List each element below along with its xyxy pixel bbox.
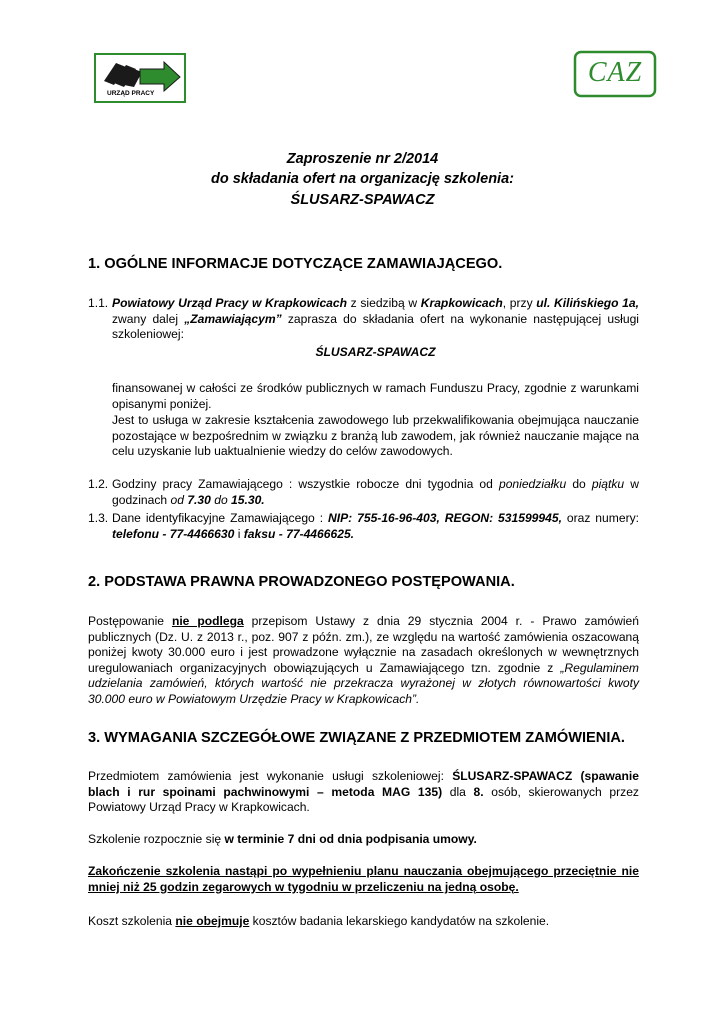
text-span: 15.30.: [231, 492, 265, 507]
text-span: z siedzibą w: [347, 296, 421, 310]
text-span: od: [170, 492, 184, 507]
text-span: przepisom Ustawy z dnia 29 stycznia 2004 r. - Prawo zamówień publicznych (Dz. U. z 2013 r., poz. 907 z późn. zm.), ze względu na wartość zamówienia oszacowaną poniżej kwoty 30.000 euro i jest prowadzone wyłącznie na zasadach określonych w wewnętrznych uregulowaniach organizacyjnych obowiązujących u Zamawiającego tzn. zgodnie z: [88, 614, 639, 675]
city-name: Krapkowicach: [420, 296, 503, 310]
urzad-pracy-logo: [94, 53, 186, 103]
fax-number: faksu - 77-4466625.: [243, 526, 355, 541]
text-span: ŚLUSARZ-SPAWACZ (spawanie blach i rur spoinami pachwinowymi – metoda MAG 135): [88, 769, 640, 799]
text-span: osób, skierowanych przez Powiatowy Urząd Pracy w Krapkowicach.: [88, 784, 639, 815]
item-1-2-number: 1.2.: [88, 477, 109, 491]
item-1-3-number: 1.3.: [88, 511, 109, 525]
training-end: Zakończenie szkolenia nastąpi po wypełnieniu planu nauczania obejmującego przeciętnie nie mniej niż 25 godzin zegarowych w tygodniu w przeliczeniu na jedną osobę.: [88, 864, 639, 894]
text-span: Postępowanie: [88, 614, 172, 628]
item-1-3-text: [112, 511, 639, 542]
nip-regon: NIP: 755-16-96-403, REGON: 531599945,: [328, 511, 562, 525]
office-name: Powiatowy Urząd Pracy w Krapkowicach: [112, 296, 348, 310]
section-2-text: [88, 614, 639, 708]
text-span: Dane identyfikacyjne Zamawiającego :: [112, 511, 328, 525]
service-description: Jest to usługa w zakresie kształcenia zawodowego lub przekwalifikowania obejmująca nauczanie pozostające w bezpośrednim w związku z branżą lub zawodem, jak również nauczanie mające na celu uzyskanie lub uaktualnienie wiedzy do celów zawodowych.: [112, 413, 639, 459]
text-span: do: [566, 477, 592, 491]
text-span: oraz numery:: [561, 511, 639, 525]
text-span: , przy: [502, 296, 537, 310]
caz-logo-text: CAZ: [587, 57, 643, 88]
item-1-1-text: [112, 296, 639, 343]
text-span: zaprasza do składania ofert na wykonanie następującej usługi szkoleniowej:: [112, 311, 639, 342]
item-1-1-number: 1.1.: [88, 296, 109, 310]
caz-logo: [573, 50, 657, 98]
financing-text: finansowanej w całości ze środków publicznych w ramach Funduszu Pracy, zgodnie z warunkami opisanymi poniżej.: [112, 381, 639, 411]
zamawiajacy-term: „Zamawiającym”: [184, 311, 282, 326]
text-span: Koszt szkolenia: [88, 914, 176, 928]
title-line-3: ŚLUSARZ-SPAWACZ: [290, 192, 435, 208]
title-line-2: do składania ofert na organizację szkolenia:: [211, 171, 514, 187]
text-span: nie obejmuje: [175, 914, 250, 928]
item-1-2-text: [112, 477, 639, 508]
training-cost: [88, 914, 639, 930]
section-3-heading: 3. WYMAGANIA SZCZEGÓŁOWE ZWIĄZANE Z PRZEDMIOTEM ZAMÓWIENIA.: [88, 730, 625, 746]
text-span: 8.: [473, 784, 484, 799]
text-span: Godziny pracy Zamawiającego : wszystkie robocze dni tygodnia od: [112, 477, 499, 491]
section-2-heading: 2. PODSTAWA PRAWNA PROWADZONEGO POSTĘPOWANIA.: [88, 574, 515, 590]
text-span: poniedziałku: [498, 477, 567, 491]
text-span: „Regulaminem udzielania zamówień, których wartość nie przekracza wyrażonej w złotych równowartości kwoty 30.000 euro w Powiatowym Urzędzie Pracy w Krapkowicach”.: [88, 660, 639, 706]
text-span: i: [234, 526, 244, 541]
title-line-1: Zaproszenie nr 2/2014: [286, 151, 439, 167]
text-span: dla: [442, 784, 474, 799]
training-name-center: ŚLUSARZ-SPAWACZ: [315, 345, 436, 359]
text-span: w terminie 7 dni od dnia podpisania umowy.: [224, 832, 477, 846]
phone-number: telefonu - 77-4466630: [112, 526, 235, 541]
text-span: 7.30: [183, 492, 211, 507]
text-span: Szkolenie rozpocznie się: [88, 832, 225, 846]
text-span: zwany dalej: [112, 311, 185, 326]
text-span: Przedmiotem zamówienia jest wykonanie usługi szkoleniowej:: [88, 769, 453, 783]
urzad-pracy-logo-text: URZĄD PRACY: [107, 90, 155, 97]
text-span: piątku: [591, 477, 625, 491]
text-span: do: [210, 492, 232, 507]
text-span: kosztów badania lekarskiego kandydatów na szkolenie.: [249, 914, 550, 928]
subject-of-order: [88, 769, 639, 816]
training-start: [88, 832, 639, 848]
text-span: w godzinach: [112, 477, 639, 507]
section-1-heading: 1. OGÓLNE INFORMACJE DOTYCZĄCE ZAMAWIAJĄCEGO.: [88, 256, 503, 272]
text-span: nie podlega: [171, 614, 244, 628]
street-address: ul. Kilińskiego 1a,: [536, 296, 639, 310]
